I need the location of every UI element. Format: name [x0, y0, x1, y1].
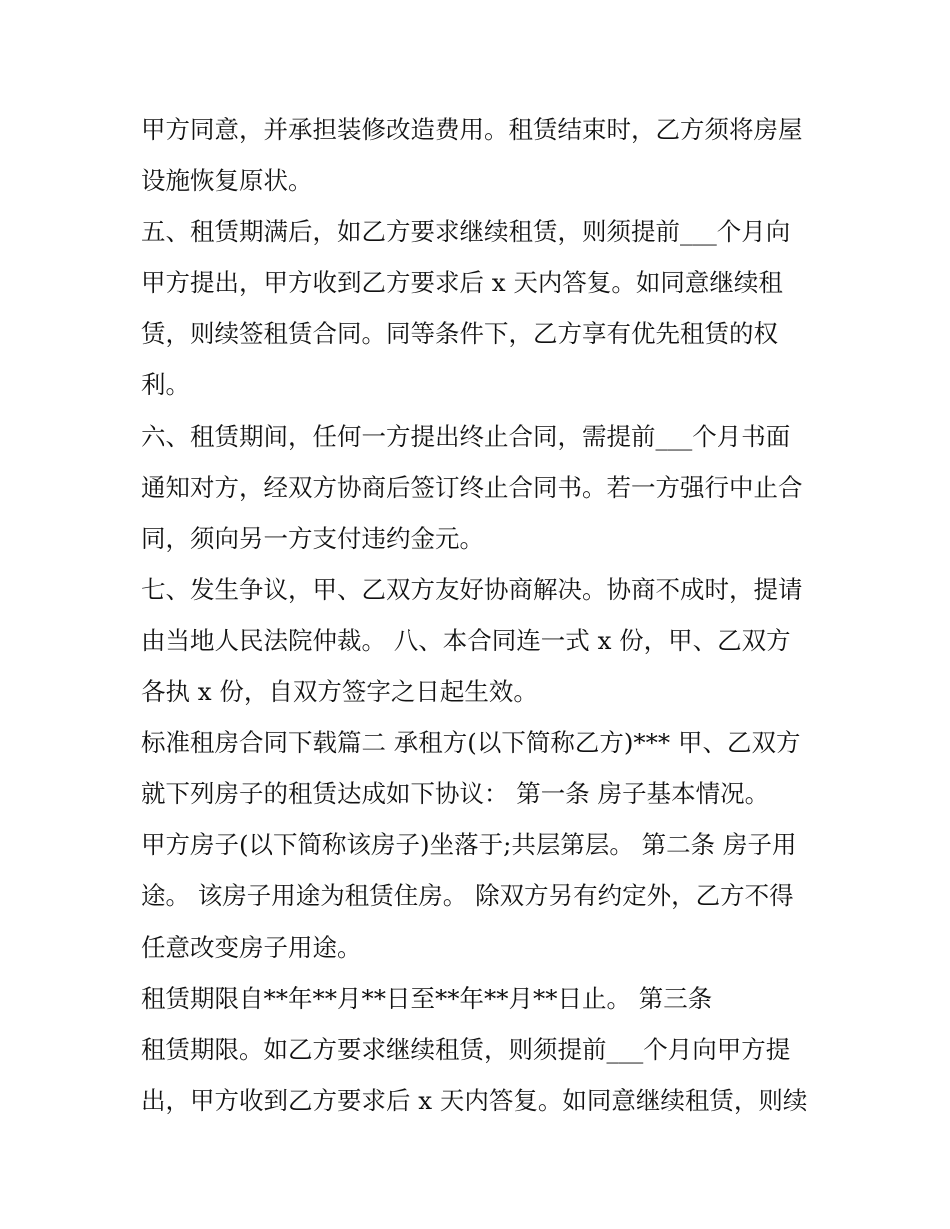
text-line: 出，甲方收到乙方要求后 x 天内答复。如同意继续租赁，则续: [141, 1085, 808, 1115]
contract-text: [141, 104, 821, 1126]
text-line: 五、租赁期满后，如乙方要求继续租赁，则须提前___个月向: [141, 217, 791, 247]
text-line: 任意改变房子用途。: [141, 932, 362, 962]
text-line: 就下列房子的租赁达成如下协议： 第一条 房子基本情况。: [141, 779, 770, 809]
text-line: 租赁期限自**年**月**日至**年**月**日止。 第三条: [141, 983, 713, 1013]
text-line: 设施恢复原状。: [141, 166, 313, 196]
text-line: 同，须向另一方支付违约金元。: [141, 523, 484, 553]
text-line: 由当地人民法院仲裁。 八、本合同连一式 x 份，甲、乙双方: [141, 625, 791, 655]
text-line: 通知对方，经双方协商后签订终止合同书。若一方强行中止合: [141, 472, 803, 502]
text-line: 甲方提出，甲方收到乙方要求后 x 天内答复。如同意继续租: [141, 268, 783, 298]
text-line: 甲方同意，并承担装修改造费用。租赁结束时，乙方须将房屋: [141, 115, 803, 144]
text-line: 标准租房合同下载篇二 承租方(以下简称乙方)*** 甲、乙双方: [141, 728, 801, 758]
text-line: 甲方房子(以下简称该房子)坐落于;共层第层。 第二条 房子用: [141, 830, 797, 860]
text-line: 七、发生争议，甲、乙双方友好协商解决。协商不成时，提请: [141, 574, 803, 604]
text-line: 六、租赁期间，任何一方提出终止合同，需提前___个月书面: [141, 421, 791, 451]
text-line: 租赁期限。如乙方要求继续租赁，则须提前___个月向甲方提: [141, 1034, 791, 1064]
text-line: 各执 x 份，自双方签字之日起生效。: [141, 677, 538, 707]
text-line: 利。: [141, 370, 190, 400]
text-line: 途。 该房子用途为租赁住房。 除双方另有约定外，乙方不得: [141, 881, 794, 911]
text-line: 赁，则续签租赁合同。同等条件下，乙方享有优先租赁的权: [141, 319, 778, 349]
